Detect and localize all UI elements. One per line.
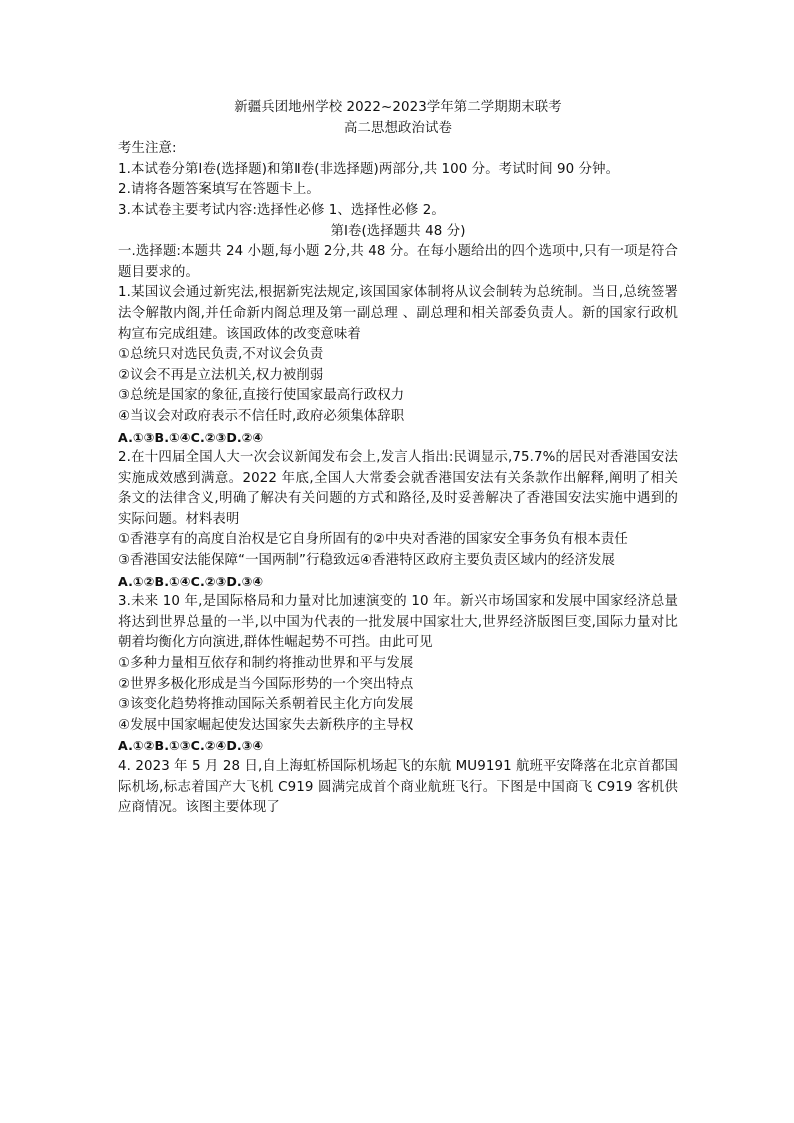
notice-item: 3.本试卷主要考试内容:选择性必修 1、选择性必修 2。 — [118, 202, 445, 218]
question-option: ④当议会对政府表示不信任时,政府必须集体辞职 — [118, 408, 405, 424]
answer-choices: A.①②B.①④C.②③D.③④ — [118, 573, 264, 589]
exam-page — [118, 98, 678, 819]
section-instruction: 一.选择题:本题共 24 小题,每小题 2分,共 48 分。在每小题给出的四个选项中,只有一项是符合题目要求的。 — [118, 244, 678, 280]
notice-block — [118, 139, 678, 221]
question-option: ②世界多极化形成是当今国际形势的一个突出特点 — [118, 676, 414, 692]
section-title: 第Ⅰ卷(选择题共 48 分) — [330, 223, 466, 239]
notice-item: 2.请将各题答案填写在答题卡上。 — [118, 182, 320, 198]
notice-heading: 考生注意: — [118, 141, 177, 157]
question-option: ③总统是国家的象征,直接行使国家最高行政权力 — [118, 388, 405, 404]
question-stem: 4. 2023 年 5 月 28 日,自上海虹桥国际机场起飞的东航 MU9191 航班平安降落在北京首都国际机场,标志着国产大飞机 C919 圆满完成首个商业航班飞行。下图是中国商飞 C919 客机供应商情况。该图主要体现了 — [118, 759, 678, 816]
question-1 — [118, 283, 678, 448]
question-stem: 1.某国议会通过新宪法,根据新宪法规定,该国国家体制将从议会制转为总统制。当日,总统签署法令解散内阁,并任命新内阁总理及第一副总理 、副总理和相关部委负责人。新的国家行政机构宣布完成组建。该国政体的改变意味着 — [118, 285, 678, 342]
question-3 — [118, 592, 678, 757]
notice-item: 1.本试卷分第Ⅰ卷(选择题)和第Ⅱ卷(非选择题)两部分,共 100 分。考试时间 90 分钟。 — [118, 161, 620, 177]
question-option: ②议会不再是立法机关,权力被削弱 — [118, 367, 324, 383]
question-option: ④发展中国家崛起使发达国家失去新秩序的主导权 — [118, 717, 414, 733]
exam-subtitle: 高二思想政治试卷 — [344, 120, 452, 136]
question-option: ①多种力量相互依存和制约将推动世界和平与发展 — [118, 656, 414, 672]
answer-choices: A.①③B.①④C.②③D.②④ — [118, 429, 264, 445]
question-2 — [118, 448, 678, 592]
question-option: ③香港国安法能保障“一国两制”行稳致远④香港特区政府主要负责区域内的经济发展 — [118, 553, 615, 569]
question-stem: 3.未来 10 年,是国际格局和力量对比加速演变的 10 年。新兴市场国家和发展中国家经济总量将达到世界总量的一半,以中国为代表的一批发展中国家壮大,世界经济版图巨变,国际力量对比朝着均衡化方向演进,群体性崛起势不可挡。由此可见 — [118, 594, 678, 651]
question-4 — [118, 757, 678, 819]
question-option: ①香港享有的高度自治权是它自身所固有的②中央对香港的国家安全事务负有根本责任 — [118, 532, 628, 548]
question-stem: 2.在十四届全国人大一次会议新闻发布会上,发言人指出:民调显示,75.7%的居民对香港国安法实施成效感到满意。2022 年底,全国人大常委会就香港国安法有关条款作出解释,阐明了相关条文的法律含义,明确了解决有关问题的方式和路径,及时妥善解决了香港国安法实施中遇到的实际问题。材料表明 — [118, 450, 678, 527]
exam-title: 新疆兵团地州学校 2022~2023学年第二学期期末联考 — [234, 100, 562, 115]
question-option: ①总统只对选民负责,不对议会负责 — [118, 347, 324, 363]
answer-choices: A.①②B.①③C.②④D.③④ — [118, 738, 264, 754]
question-option: ③该变化趋势将推动国际关系朝着民主化方向发展 — [118, 697, 414, 713]
